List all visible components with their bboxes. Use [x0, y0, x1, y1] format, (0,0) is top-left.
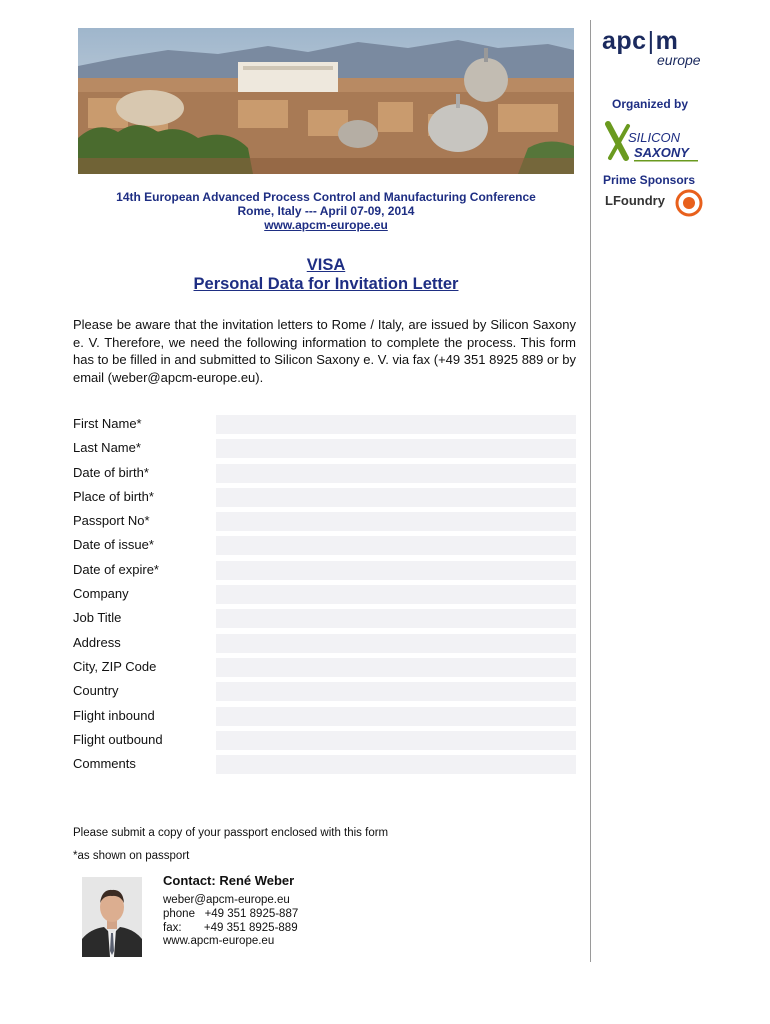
city-zip-field[interactable]	[216, 658, 576, 677]
asterisk-note: *as shown on passport	[73, 850, 190, 862]
silicon-saxony-logo	[604, 120, 714, 164]
field-label: Flight outbound	[73, 731, 163, 747]
comments-field[interactable]	[216, 755, 576, 774]
passport-copy-note: Please submit a copy of your passport enclosed with this form	[73, 827, 389, 839]
field-label: City, ZIP Code	[73, 658, 157, 674]
apcm-europe-logo	[602, 28, 722, 70]
form-title	[78, 256, 574, 294]
prime-sponsors-label: Prime Sponsors	[603, 173, 696, 187]
passport-no-field[interactable]	[216, 512, 576, 531]
field-label: Comments	[73, 756, 136, 772]
saxony-logo-line2: SAXONY	[634, 145, 689, 160]
logo-text-apc: apc	[602, 27, 647, 55]
conference-url-link[interactable]: www.apcm-europe.eu	[264, 218, 388, 232]
lfoundry-ring-icon	[673, 188, 707, 218]
flight-outbound-field[interactable]	[216, 731, 576, 750]
contact-block	[163, 873, 298, 949]
form-row-country	[73, 680, 576, 704]
silicon-logo-line1: SILICON	[628, 130, 681, 145]
contact-website-link[interactable]: www.apcm-europe.eu	[163, 935, 275, 948]
date-of-birth-field[interactable]	[216, 464, 576, 483]
title-visa: VISA	[306, 256, 346, 274]
field-label: Passport No*	[73, 513, 150, 529]
logo-separator: |	[647, 27, 655, 55]
field-label: Last Name*	[73, 440, 141, 456]
organized-by-label: Organized by	[612, 97, 689, 111]
field-label: Job Title	[73, 610, 122, 626]
company-field[interactable]	[216, 585, 576, 604]
rome-skyline-photo	[78, 28, 574, 174]
form-row-last-name	[73, 437, 576, 461]
date-of-issue-field[interactable]	[216, 536, 576, 555]
intro-paragraph: Please be aware that the invitation letters to Rome / Italy, are issued by Silicon Saxony e. V. Therefore, we need the following information to complete the process. This form has to be filled in and submitted to Silicon Saxony e. V. via fax (+49 351 8925 889 or by email (weber@apcm-europe.eu).	[73, 317, 576, 385]
logo-text-m: m	[655, 27, 679, 55]
form-row-place-of-birth	[73, 486, 576, 510]
field-label: First Name*	[73, 416, 142, 431]
title-personal-data: Personal Data for Invitation Letter	[193, 275, 459, 293]
contact-email-link[interactable]: weber@apcm-europe.eu	[163, 894, 290, 906]
address-field[interactable]	[216, 634, 576, 653]
form-row-job-title	[73, 607, 576, 631]
form-row-date-of-expire	[73, 559, 576, 583]
form-row-date-of-birth	[73, 462, 576, 486]
lfoundry-logo	[605, 188, 715, 218]
form-row-company	[73, 583, 576, 607]
form-row-flight-inbound	[73, 705, 576, 729]
contact-photo	[82, 877, 142, 957]
form-row-passport-no	[73, 510, 576, 534]
form-row-flight-outbound	[73, 729, 576, 753]
logo-subtext: europe	[657, 52, 701, 68]
field-label: Date of birth*	[73, 464, 149, 480]
field-label: Address	[73, 634, 121, 650]
contact-name: Contact: René Weber	[163, 873, 295, 888]
field-label: Flight inbound	[73, 707, 155, 723]
lfoundry-logo-text: LFoundry	[605, 193, 665, 208]
conference-name: 14th European Advanced Process Control and Manufacturing Conference	[116, 190, 536, 204]
flight-inbound-field[interactable]	[216, 707, 576, 726]
personal-data-form	[73, 413, 576, 777]
field-label: Date of issue*	[73, 537, 154, 553]
vertical-divider	[590, 20, 591, 962]
date-of-expire-field[interactable]	[216, 561, 576, 580]
conference-location-date: Rome, Italy --- April 07-09, 2014	[237, 204, 415, 218]
contact-fax: fax: +49 351 8925-889	[163, 921, 298, 934]
contact-phone: phone +49 351 8925-887	[163, 907, 299, 920]
field-label: Country	[73, 683, 119, 699]
form-row-first-name	[73, 413, 576, 437]
place-of-birth-field[interactable]	[216, 488, 576, 507]
form-row-city-zip	[73, 656, 576, 680]
field-label: Company	[73, 586, 129, 602]
field-label: Date of expire*	[73, 561, 159, 577]
last-name-field[interactable]	[216, 439, 576, 458]
first-name-field[interactable]	[216, 415, 576, 434]
form-row-address	[73, 632, 576, 656]
form-row-date-of-issue	[73, 534, 576, 558]
field-label: Place of birth*	[73, 488, 154, 504]
form-row-comments	[73, 753, 576, 777]
conference-header	[78, 190, 574, 232]
country-field[interactable]	[216, 682, 576, 701]
job-title-field[interactable]	[216, 609, 576, 628]
